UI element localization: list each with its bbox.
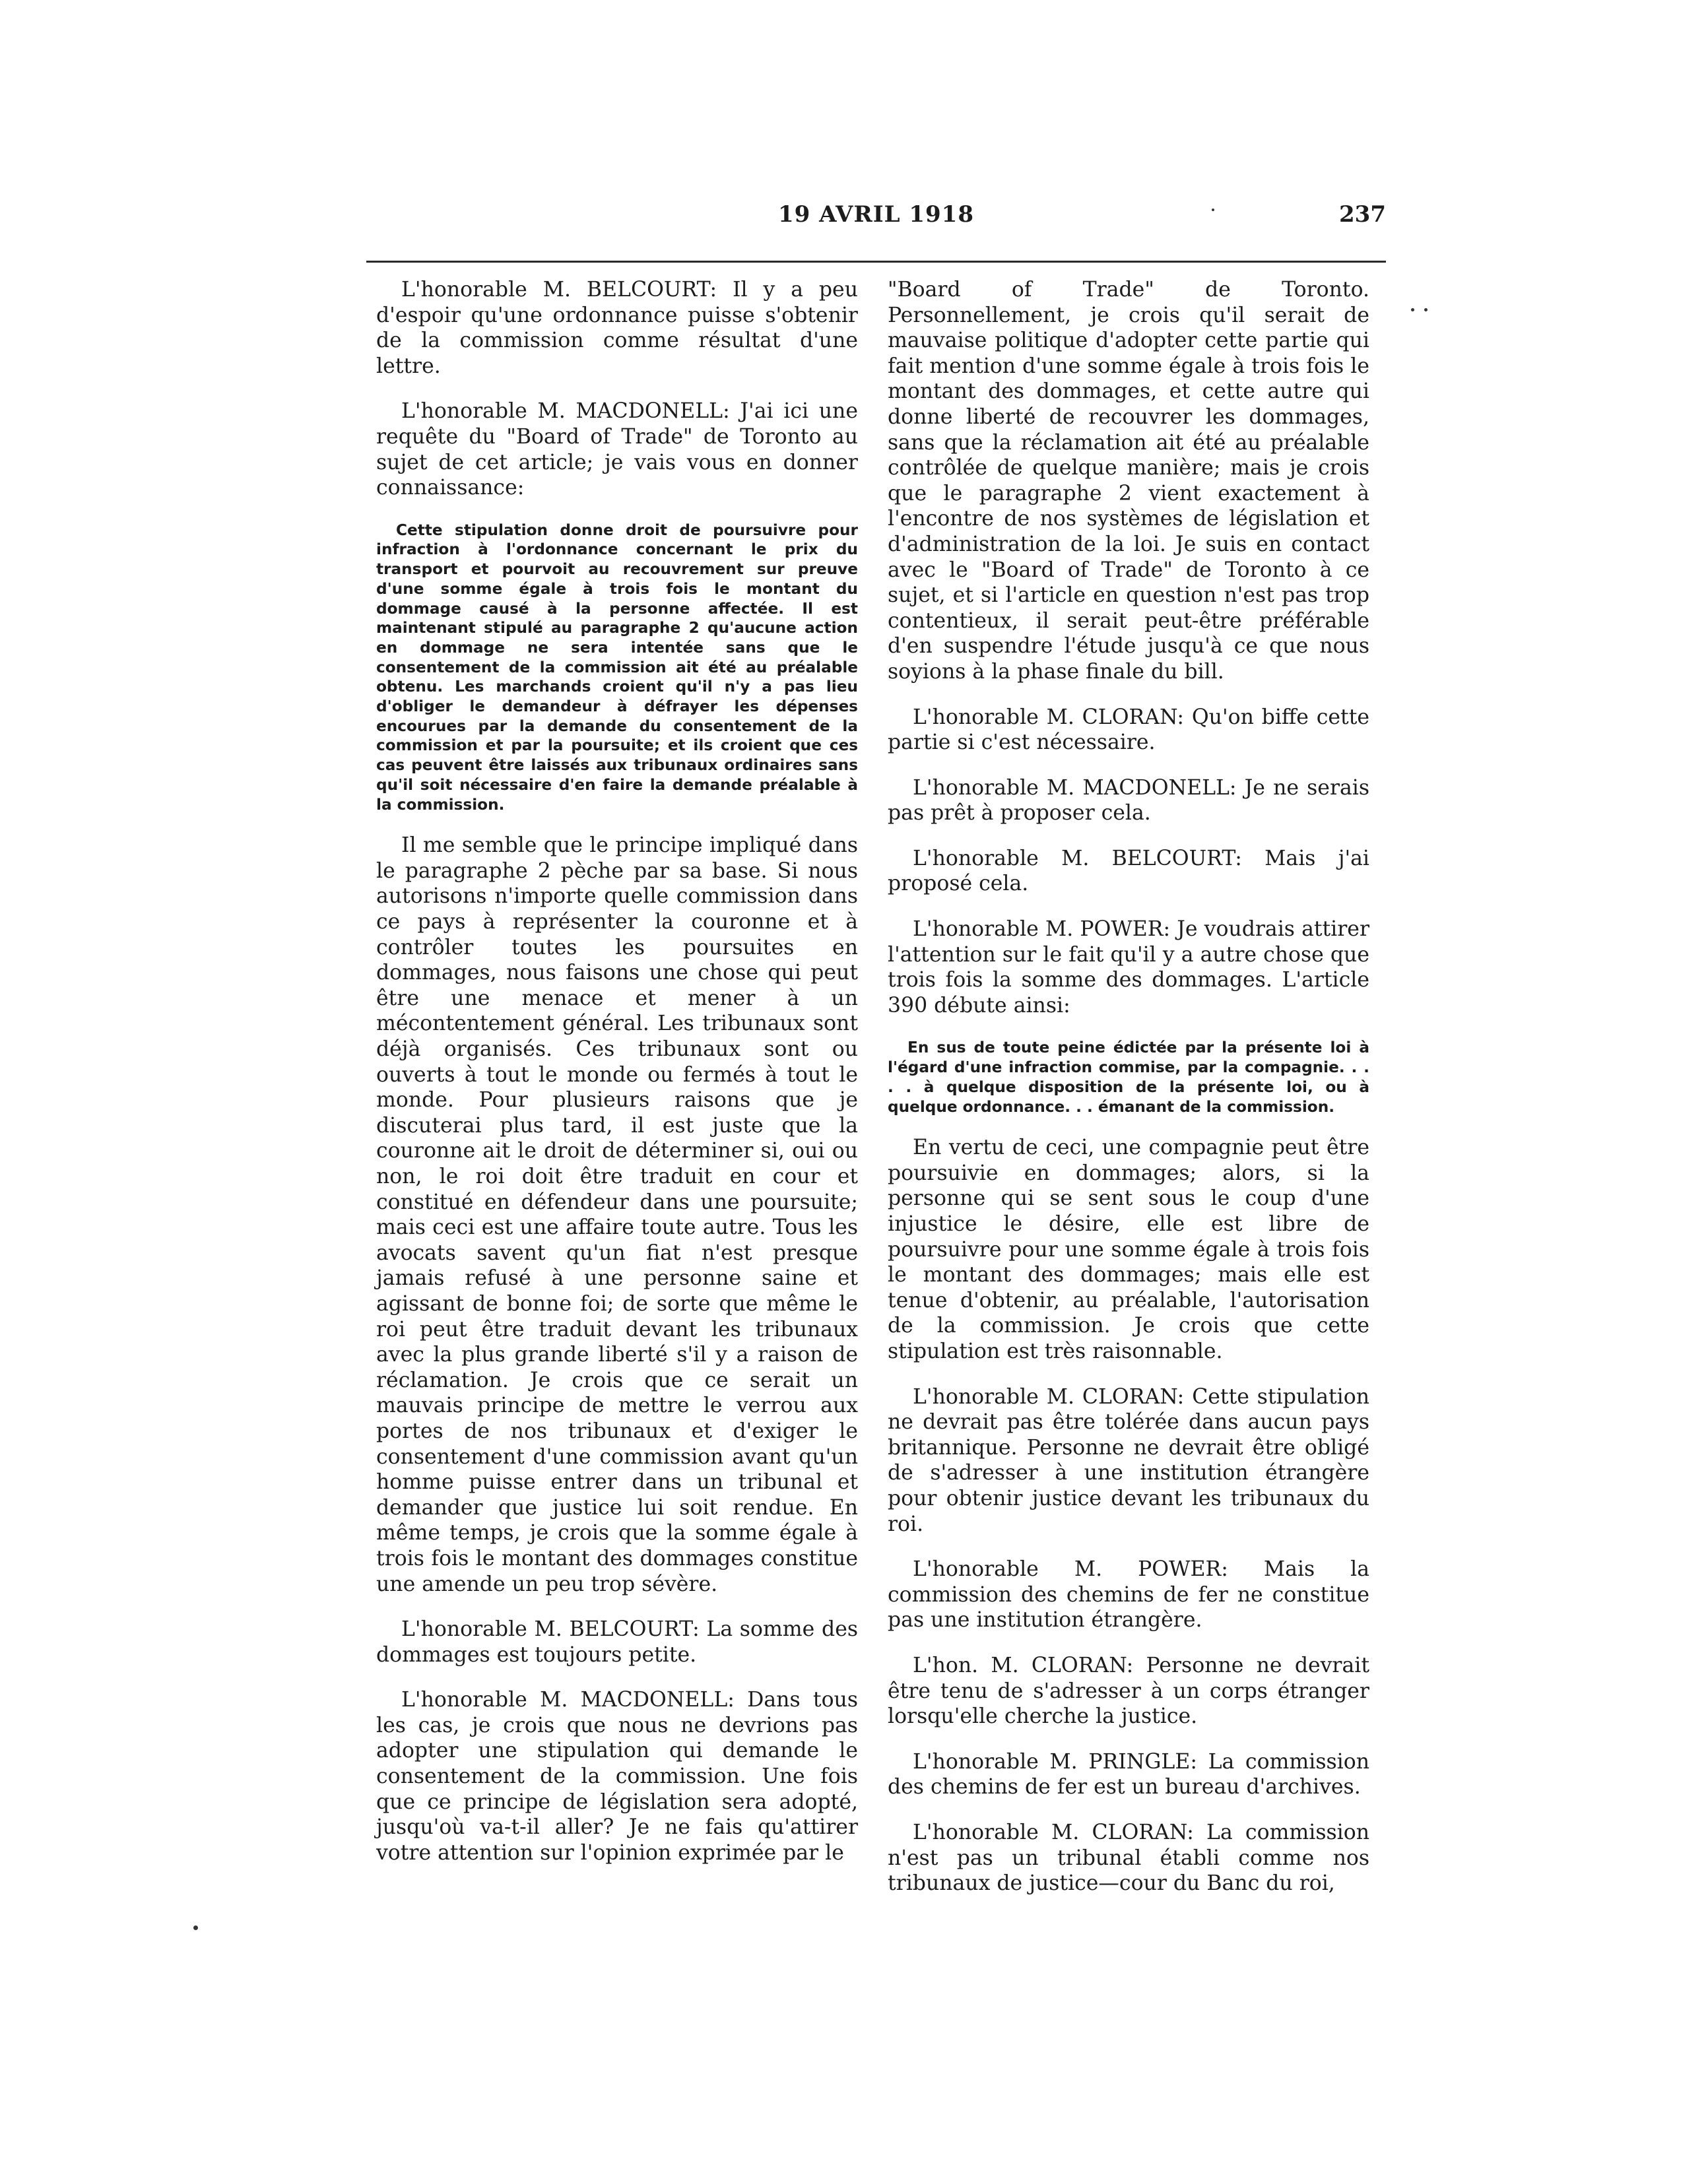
speech-text: Mais la commission des chemins de fer ne constitue pas une institution étrangère. — [888, 1557, 1370, 1633]
speech-paragraph — [888, 846, 1369, 897]
speaker-name: L'honorable M. PRINGLE: — [913, 1749, 1197, 1774]
speaker-name: L'honorable M. BELCOURT: — [401, 1617, 700, 1642]
speaker-name: L'hon. M. CLORAN: — [913, 1653, 1134, 1677]
speech-paragraph — [888, 1384, 1369, 1537]
page-number: 237 — [1339, 201, 1386, 228]
speaker-name: L'honorable M. CLORAN: — [913, 1384, 1185, 1409]
quoted-passage: En sus de toute peine édictée par la présente loi à l'égard d'une infraction commise, par la compagnie. . . . . à quelque disposition de la présente loi, ou à quelque ordonnance. . . émanant de la commission. — [888, 1039, 1369, 1116]
header-date: 19 AVRIL 1918 — [778, 201, 974, 228]
page-header — [366, 201, 1386, 234]
left-column — [376, 277, 858, 1885]
speech-text: Je ne serais pas prêt à proposer cela. — [888, 775, 1370, 825]
speaker-name: L'honorable M. MACDONELL: — [913, 775, 1237, 800]
speech-paragraph — [376, 1617, 858, 1667]
scan-speck — [193, 1925, 198, 1930]
speech-text: Mais j'ai proposé cela. — [888, 846, 1370, 896]
right-column — [888, 277, 1369, 1916]
quoted-passage: Cette stipulation donne droit de poursuivre pour infraction à l'ordonnance concernant le prix du transport et pourvoit au recouvrement sur preuve d'une somme égale à trois fois le montant du dommage causé à la personne affectée. Il est maintenant stipulé au paragraphe 2 qu'aucune action en dommage ne sera intentée sans que le consentement de la commission ait été au préalable obtenu. Les marchands croient qu'il n'y a pas lieu d'obliger le demandeur à défrayer les dépenses encourues par la demande du consentement de la commission et par la poursuite; et ils croient que ces cas peuvent être laissés aux tribunaux ordinaires sans qu'il soit nécessaire d'en faire la demande préalable à la commission. — [376, 521, 858, 814]
speaker-name: L'honorable M. CLORAN: — [913, 1820, 1194, 1844]
body-paragraph: Il me semble que le principe impliqué dans le paragraphe 2 pèche par sa base. Si nous autorisons n'importe quelle commission dans ce pays à représenter la couronne et à contrôler toutes les poursuites en dommages, nous faisons une chose qui peut être une menace et mener à un mécontentement général. Les tribunaux sont déjà organisés. Ces tribunaux sont ou ouverts à tout le monde ou fermés à tout le monde. Pour plusieurs raisons que je discuterai plus tard, il est juste que la couronne ait le droit de déterminer si, oui ou non, le roi doit être traduit en cour et constitué en défendeur dans une poursuite; mais ceci est une affaire toute autre. Tous les avocats savent qu'un fiat n'est presque jamais refusé à une personne saine et agissant de bonne foi; de sorte que même le roi peut être traduit devant les tribunaux avec la plus grande liberté s'il y a raison de réclamation. Je crois que ce serait un mauvais principe de mettre le verrou aux portes de nos tribunaux et d'exiger le consentement d'une commission avant qu'un homme puisse entrer dans un tribunal et demander que justice lui soit rendue. En même temps, je crois que la somme égale à trois fois le montant des dommages constitue une amende un peu trop sévère. — [376, 833, 858, 1596]
speech-text: J'ai ici une requête du "Board of Trade" de Toronto au sujet de cet article; je vais vous en donner connaissance: — [376, 399, 858, 500]
speech-paragraph — [888, 917, 1369, 1018]
speech-text: Dans tous les cas, je crois que nous ne devrions pas adopter une stipulation qui demande le consentement de la commission. Une fois que ce principe de législation sera adopté, jusqu'où va-t-il aller? Je ne fais qu'attirer votre attention sur l'opinion exprimée par le — [376, 1688, 858, 1865]
speech-text: Il y a peu d'espoir qu'une ordonnance puisse s'obtenir de la commission comme résultat d'une lettre. — [376, 278, 858, 378]
scan-speck — [1212, 209, 1214, 211]
header-rule — [366, 261, 1386, 263]
speech-text: La somme des dommages est toujours petite. — [376, 1617, 858, 1667]
speech-text: Je voudrais attirer l'attention sur le fait qu'il y a autre chose que trois fois la somme des dommages. L'article 390 débute ainsi: — [888, 917, 1370, 1018]
continued-paragraph: "Board of Trade" de Toronto. Personnellement, je crois qu'il serait de mauvaise politique d'adopter cette partie qui fait mention d'une somme égale à trois fois le montant des dommages, et cette autre qui donne liberté de recouvrer les dommages, sans que la réclamation ait été au préalable contrôlée de quelque manière; mais je crois que le paragraphe 2 vient exactement à l'encontre de nos systèmes de législation et d'administration de la loi. Je suis en contact avec le "Board of Trade" de Toronto à ce sujet, et si l'article en question n'est pas trop contentieux, il serait peut-être préférable d'en suspendre l'étude jusqu'à ce que nous soyions à la phase finale du bill. — [888, 278, 1369, 684]
speech-paragraph — [888, 705, 1369, 756]
scan-speck — [1424, 308, 1428, 311]
speaker-name: L'honorable M. POWER: — [913, 1557, 1228, 1582]
speech-paragraph — [376, 399, 858, 500]
speaker-name: L'honorable M. MACDONELL: — [401, 399, 730, 424]
speech-paragraph — [888, 1820, 1369, 1896]
speech-text: Qu'on biffe cette partie si c'est nécessaire. — [888, 705, 1369, 755]
speech-paragraph — [376, 1687, 858, 1865]
speech-text: Cette stipulation ne devrait pas être tolérée dans aucun pays britannique. Personne ne devrait être obligé de s'adresser à une institution étrangère pour obtenir justice devant les tribunaux du roi. — [888, 1384, 1369, 1536]
speaker-name: L'honorable M. BELCOURT: — [401, 278, 717, 302]
speech-paragraph — [888, 1557, 1369, 1633]
scan-speck — [1411, 308, 1414, 311]
speech-text: La commission n'est pas un tribunal établi comme nos tribunaux de justice—cour du Banc du roi, — [888, 1820, 1369, 1896]
speech-text: La commission des chemins de fer est un bureau d'archives. — [888, 1749, 1370, 1799]
speech-paragraph — [888, 1653, 1369, 1730]
speech-paragraph — [888, 1749, 1369, 1800]
body-paragraph: En vertu de ceci, une compagnie peut être poursuivie en dommages; alors, si la personne qui se sent sous le coup d'une injustice le désire, elle est libre de poursuivre pour une somme égale à trois fois le montant des dommages; mais elle est tenue d'obtenir, au préalable, l'autorisation de la commission. Je crois que cette stipulation est très raisonnable. — [888, 1136, 1369, 1363]
speaker-name: L'honorable M. MACDONELL: — [401, 1688, 735, 1712]
speech-paragraph — [376, 277, 858, 379]
speaker-name: L'honorable M. POWER: — [913, 917, 1171, 942]
speaker-name: L'honorable M. CLORAN: — [913, 705, 1185, 729]
speech-paragraph — [888, 775, 1369, 826]
speaker-name: L'honorable M. BELCOURT: — [913, 846, 1242, 870]
speech-text: Personne ne devrait être tenu de s'adresser à un corps étranger lorsqu'elle cherche la justice. — [888, 1653, 1369, 1729]
